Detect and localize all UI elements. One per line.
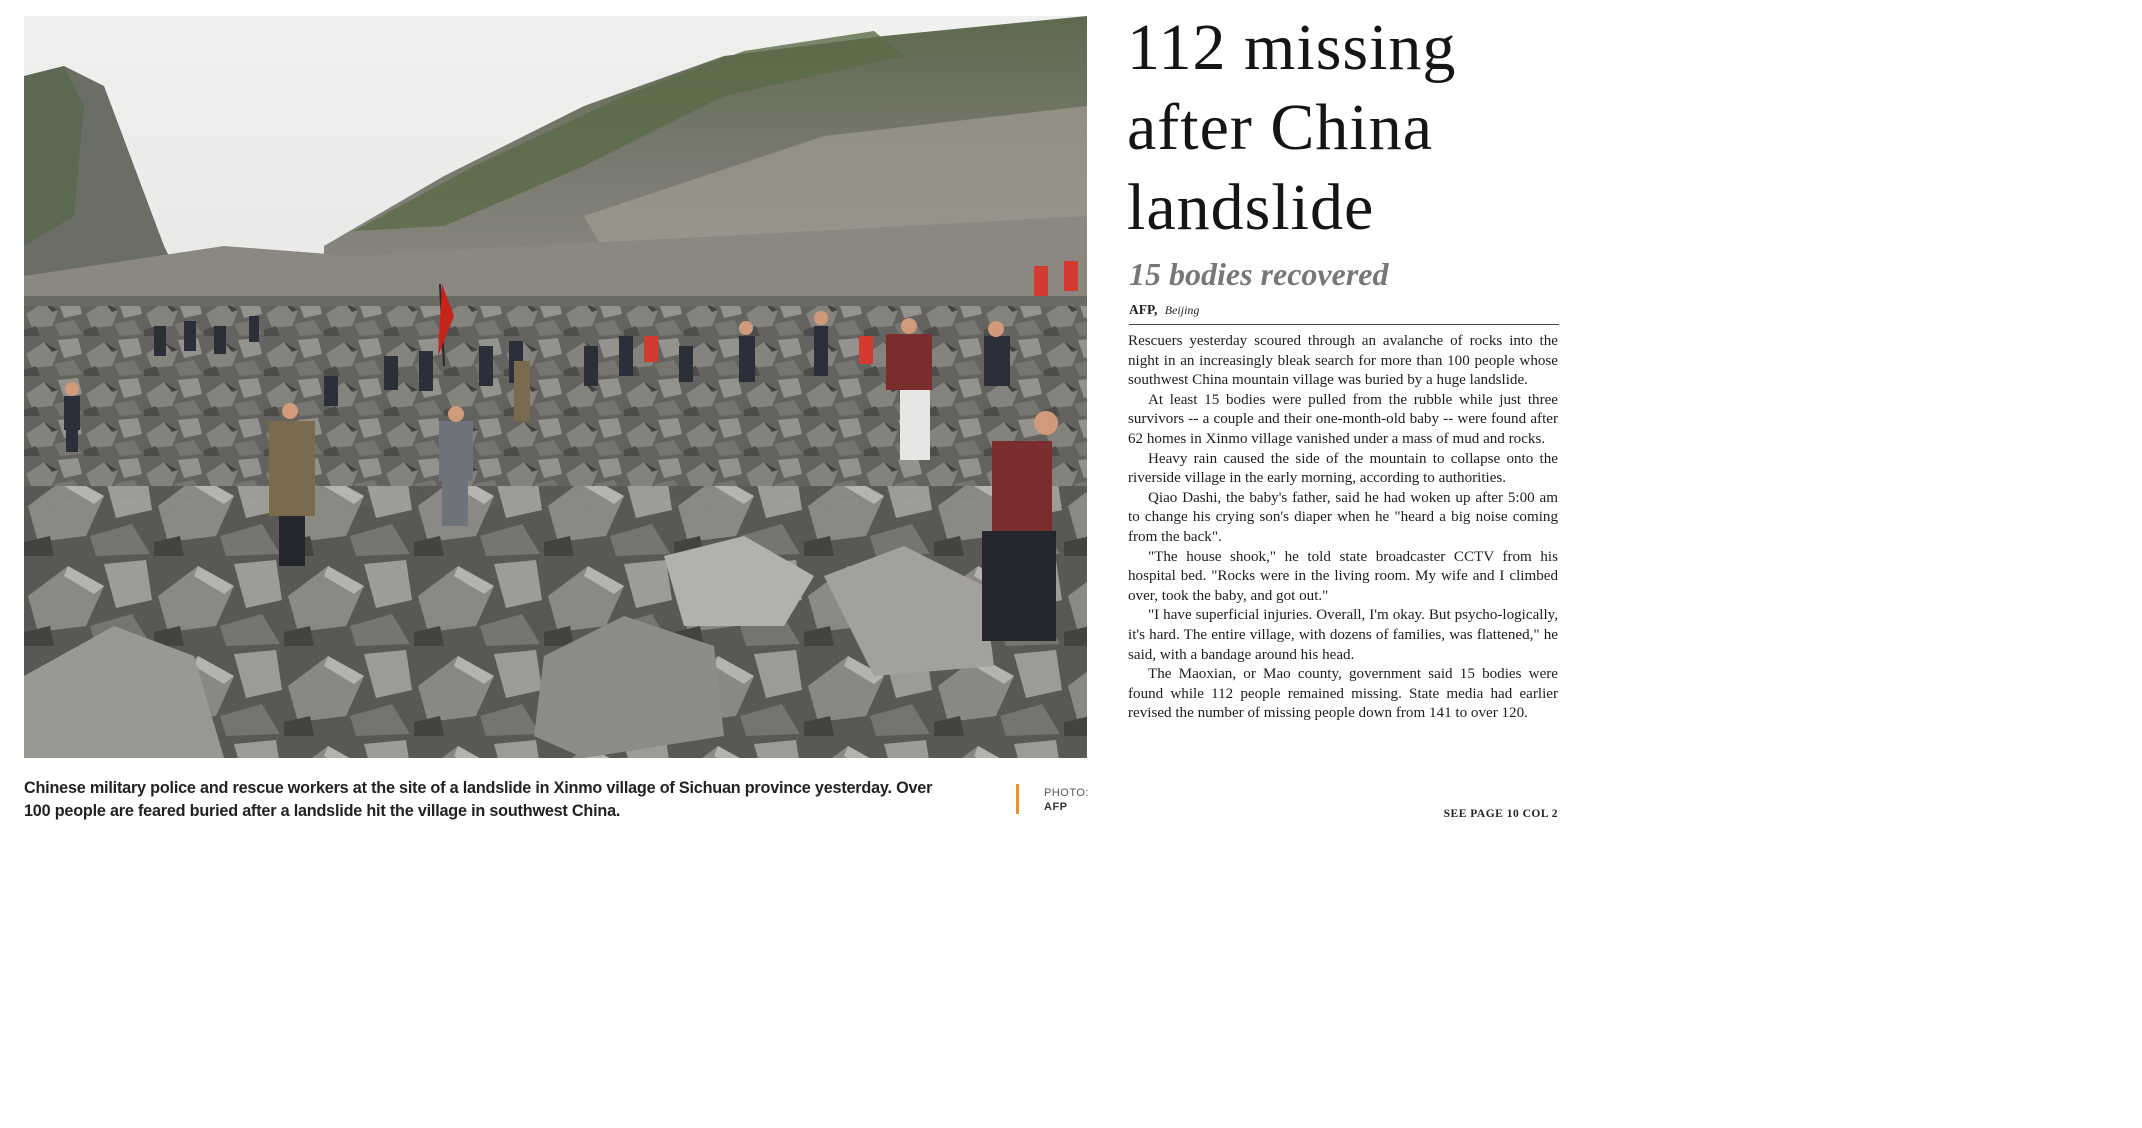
headline-line: 112 missing [1127,11,1457,84]
byline-agency: AFP, [1129,302,1158,317]
article-paragraph: The Maoxian, or Mao county, government said 15 bodies were found while 112 people remained missing. State media had earlier revised the number of missing people down from 141 to over 120. [1128,666,1558,722]
landslide-rescue-photo [24,16,1087,758]
headline-line: landslide [1127,171,1375,244]
article-paragraph: At least 15 bodies were pulled from the rubble while just three survivors -- a couple and their one-month-old baby -- were found after 62 homes in Xinmo village vanished under a mass of mud and rocks. [1128,391,1558,447]
continued-on-link[interactable]: SEE PAGE 10 COL 2 [1443,808,1558,820]
headline [1127,8,1567,248]
subheadline: 15 bodies recovered [1129,256,1389,292]
photo-credit [1044,786,1089,814]
article-paragraph: "I have superficial injuries. Overall, I'm okay. But psycho-logically, it's hard. The entire village, with dozens of families, was flattened," he said, with a bandage around his head. [1128,607,1558,663]
byline-dateline: Beijing [1164,303,1200,317]
photo-credit-source: AFP [1044,801,1068,813]
article-paragraph: Rescuers yesterday scoured through an avalanche of rocks into the night in an increasingly bleak search for more than 100 people whose southwest China mountain village was buried by a huge landslide. [1128,333,1558,389]
photo-caption: Chinese military police and rescue workers at the site of a landslide in Xinmo village of Sichuan province yesterday. Over 100 people are feared buried after a landslide hit the village in southwest China. [24,779,933,820]
byline [1129,302,1559,325]
photo-credit-divider [1016,784,1019,814]
article-paragraph: "The house shook," he told state broadcaster CCTV from his hospital bed. "Rocks were in the living room. My wife and I climbed over, took the baby, and got out." [1128,548,1558,604]
article-paragraph: Qiao Dashi, the baby's father, said he had woken up after 5:00 am to change his crying son's diaper when he "heard a big noise coming from the back". [1128,489,1558,545]
article-body [1128,332,1558,724]
photo-credit-label: PHOTO: [1044,787,1089,799]
article-paragraph: Heavy rain caused the side of the mountain to collapse onto the riverside village in the early morning, according to authorities. [1128,450,1558,487]
headline-line: after China [1127,91,1434,164]
photo-illustration [24,16,1087,758]
